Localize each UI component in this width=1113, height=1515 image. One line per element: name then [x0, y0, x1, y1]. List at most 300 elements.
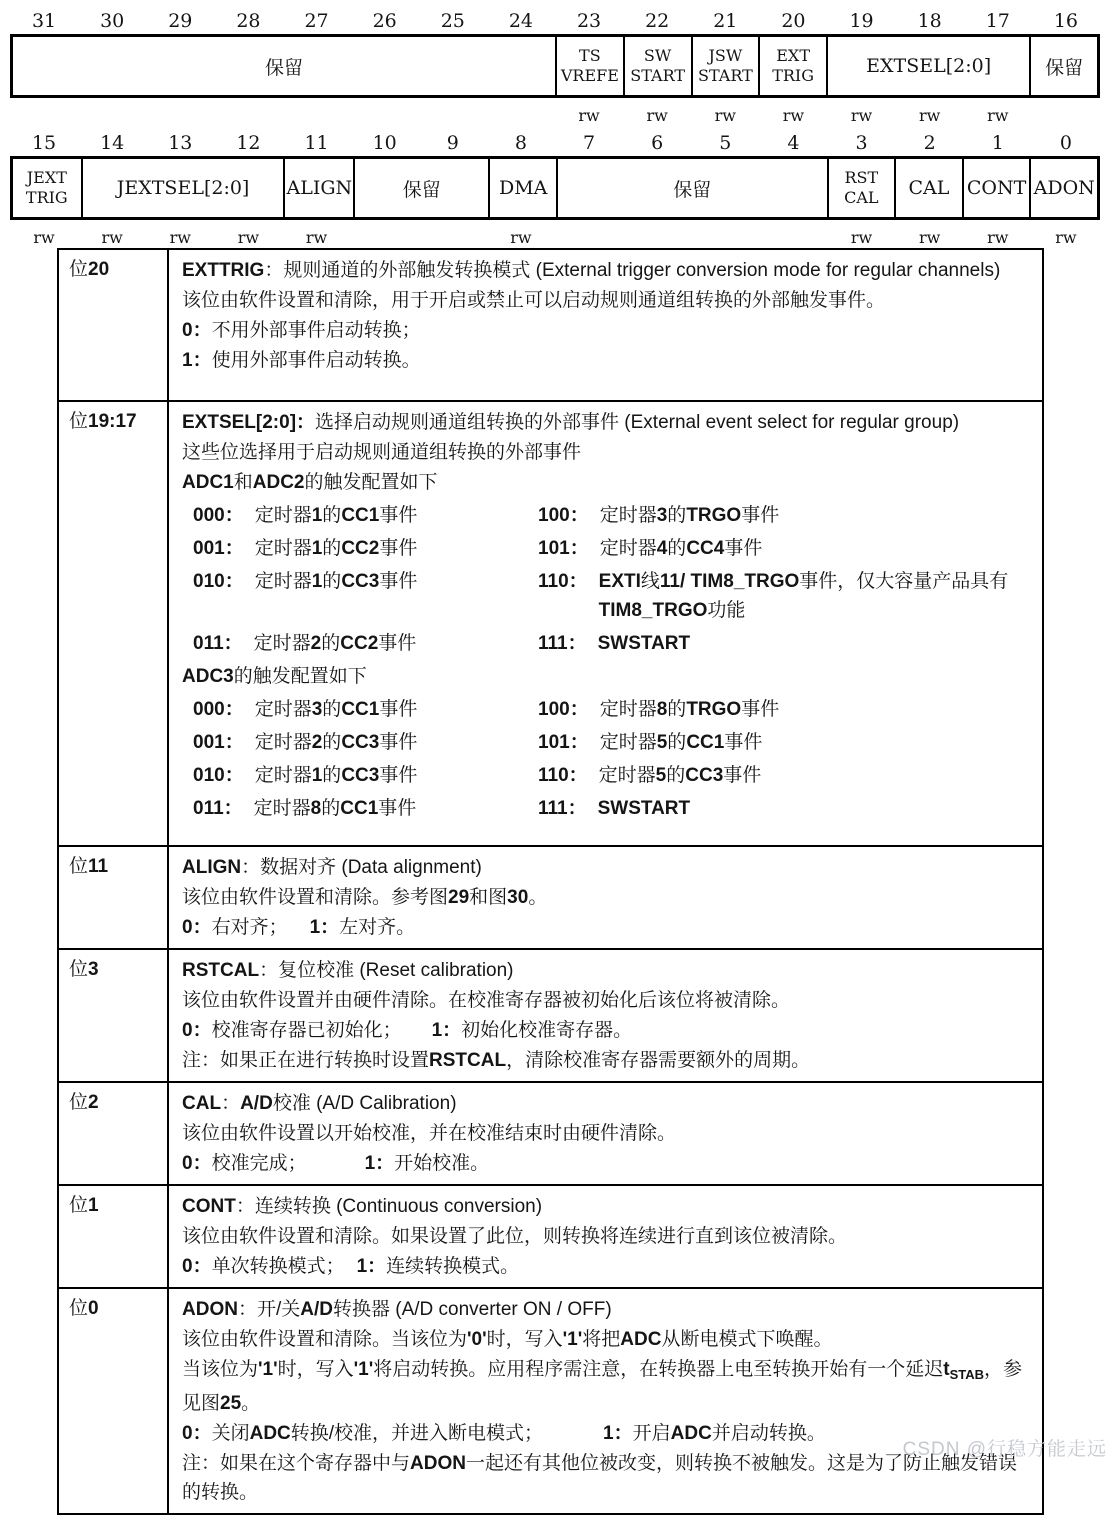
bit-number: 27	[304, 10, 329, 32]
bit-field-cell	[488, 159, 556, 217]
description-paragraph	[182, 1325, 1028, 1354]
description-paragraph	[182, 1449, 1028, 1507]
access-type: rw	[850, 228, 873, 247]
spacer	[288, 932, 310, 933]
bit-field-cell	[691, 37, 759, 95]
bit-number: 28	[236, 10, 261, 32]
access-type	[419, 106, 487, 128]
text-segment: 事件	[379, 505, 418, 526]
text-segment: CAL	[182, 1093, 222, 1114]
option-code: 001：	[193, 538, 244, 559]
bit-field-cell	[1029, 37, 1097, 95]
access-type: rw	[1055, 228, 1077, 247]
bit-number: 10	[372, 132, 397, 154]
bit-field-cell	[353, 159, 488, 217]
text-segment: 位	[69, 411, 89, 432]
access-type	[1032, 106, 1100, 128]
access-type: rw	[578, 106, 600, 125]
text-segment: 的	[322, 505, 342, 526]
text-segment: '1'	[562, 1329, 583, 1350]
text-segment: 将启动转换。应用程序需注意，在转换器上电至转换开始有一个延迟	[373, 1359, 944, 1380]
option-code: 100：	[538, 505, 589, 526]
text-segment: EXTTRIG	[182, 260, 265, 281]
description-paragraph	[182, 1192, 1028, 1221]
access-type: rw	[646, 106, 668, 125]
bit-field-label: JEXTSEL[2:0]	[116, 177, 250, 199]
text-segment: 功能	[707, 600, 746, 621]
text-segment: CC1	[341, 505, 380, 526]
access-type: rw	[850, 106, 873, 125]
text-segment: 选择启动规则通道组转换的外部事件 (External event select for regular group)	[315, 412, 960, 433]
option	[538, 534, 1028, 563]
text-segment: 1	[88, 1195, 99, 1216]
bit-number: 5	[719, 132, 732, 154]
text-segment: 关闭	[211, 1423, 250, 1444]
bit-field-cell	[962, 159, 1030, 217]
text-segment: ADC	[670, 1423, 712, 1444]
option-code: 001：	[193, 732, 244, 753]
text-segment: 不用外部事件启动转换；	[211, 320, 421, 341]
bit-field-label: CONT	[966, 177, 1027, 199]
option-text	[598, 629, 1028, 658]
text-segment: 该位由软件设置和清除。当该位为	[182, 1329, 468, 1350]
bit-description-cell	[169, 402, 1042, 845]
description-paragraph	[182, 1222, 1028, 1251]
text-segment: 3	[656, 505, 668, 526]
text-segment: 2	[311, 732, 323, 753]
access-type: rw	[33, 228, 55, 247]
text-segment: ADON	[410, 1453, 466, 1474]
option-row	[193, 695, 1028, 724]
bit-field-label: SW	[643, 46, 672, 65]
text-segment: 该位由软件设置以开始校准，并在校准结束时由硬件清除。	[182, 1123, 677, 1144]
bit-description-cell	[169, 250, 1042, 400]
bit-description-cell	[169, 1289, 1042, 1513]
bit-field-label: TRIG	[772, 66, 815, 85]
access-type: rw	[782, 106, 805, 125]
option-code: 100：	[538, 699, 589, 720]
text-segment: 连续转换模式。	[386, 1256, 520, 1277]
text-segment: 和	[233, 472, 253, 493]
option-code: 000：	[193, 699, 244, 720]
access-row	[10, 106, 1100, 128]
bit-field-cell	[13, 37, 555, 95]
bit-field-label: ADON	[1033, 177, 1095, 199]
bit-number: 20	[781, 10, 806, 32]
text-segment: 的	[321, 633, 341, 654]
option-row	[193, 794, 1028, 823]
text-segment: 左对齐。	[339, 917, 416, 938]
bit-number: 30	[100, 10, 125, 32]
text-segment: CC2	[341, 538, 380, 559]
text-segment: 该位由软件设置和清除。如果设置了此位，则转换将连续进行直到该位被清除。	[182, 1226, 848, 1247]
text-segment: 当该位为	[182, 1359, 259, 1380]
text-segment: CC4	[686, 538, 725, 559]
option-text	[254, 629, 538, 658]
description-paragraph	[182, 256, 1028, 285]
bit-label-cell	[59, 847, 169, 948]
bit-label-cell	[59, 950, 169, 1081]
text-segment: ，清除校准寄存器需要额外的周期。	[506, 1050, 811, 1071]
table-row	[59, 400, 1042, 845]
text-segment: CC3	[341, 732, 380, 753]
option-text	[255, 761, 538, 790]
text-segment: 时，写入	[277, 1359, 354, 1380]
text-segment: 定时器	[253, 633, 311, 654]
description-paragraph	[182, 1149, 1028, 1178]
access-type: rw	[919, 228, 941, 247]
text-segment: 4	[656, 538, 668, 559]
text-segment: 定时器	[599, 732, 657, 753]
bit-field-cell	[13, 159, 81, 217]
text-segment: CC1	[340, 798, 379, 819]
bit-label-cell	[59, 1186, 169, 1287]
access-type	[10, 106, 78, 128]
bit-field-label: TRIG	[25, 188, 68, 207]
description-paragraph	[182, 468, 1028, 497]
option	[193, 501, 538, 530]
bit-label-cell	[59, 250, 169, 400]
bit-field-label: CAL	[908, 177, 950, 199]
text-segment: 校准完成；	[211, 1153, 307, 1174]
text-segment: 1：	[182, 350, 212, 371]
bit-number: 12	[236, 132, 261, 154]
text-segment: ：规则通道的外部触发转换模式 (External trigger conversion mode for regular channels)	[264, 260, 1001, 281]
option-row	[193, 761, 1028, 790]
description-paragraph	[182, 1119, 1028, 1148]
text-segment: 定时器	[598, 765, 656, 786]
text-segment: 的触发配置如下	[233, 666, 367, 687]
text-segment: ：连续转换 (Continuous conversion)	[235, 1196, 543, 1217]
bit-field-label: START	[630, 66, 685, 85]
option-code: 111：	[538, 798, 587, 819]
bit-number: 21	[713, 10, 738, 32]
text-segment: 初始化校准寄存器。	[461, 1020, 633, 1041]
bit-number: 9	[446, 132, 459, 154]
text-segment: 1	[311, 538, 323, 559]
access-type	[283, 106, 351, 128]
text-segment: 线	[640, 571, 660, 592]
register-fields	[10, 156, 1100, 220]
option-text	[600, 695, 1028, 724]
watermark: CSDN @行稳方能走远	[902, 1439, 1107, 1460]
text-segment: 定时器	[599, 699, 657, 720]
text-segment: 的	[322, 699, 342, 720]
text-segment: 。	[528, 887, 548, 908]
text-segment: ：开/关	[237, 1299, 301, 1320]
text-segment: '1'	[353, 1359, 374, 1380]
access-type: rw	[101, 228, 123, 247]
option-row	[193, 501, 1028, 530]
option	[538, 794, 1028, 823]
bit-number: 25	[440, 10, 465, 32]
access-type: rw	[714, 106, 736, 125]
option	[193, 534, 538, 563]
text-segment: 11	[88, 856, 109, 877]
bit-number: 2	[923, 132, 936, 154]
text-segment: 0：	[182, 917, 212, 938]
option	[193, 629, 538, 658]
text-segment: 使用外部事件启动转换。	[211, 350, 421, 371]
text-segment: ADC3	[182, 666, 234, 687]
text-segment: 右对齐；	[211, 917, 288, 938]
bit-number: 24	[508, 10, 534, 32]
description-paragraph	[182, 438, 1028, 467]
option	[538, 629, 1028, 658]
option-code: 000：	[193, 505, 244, 526]
text-segment: ADC2	[252, 472, 305, 493]
bit-field-label: EXTSEL[2:0]	[866, 55, 992, 77]
text-segment: 5	[656, 732, 668, 753]
text-segment: CC1	[686, 732, 725, 753]
description-paragraph	[182, 346, 1028, 375]
bit-field-cell	[556, 159, 826, 217]
option	[193, 794, 538, 823]
text-segment: 将把	[582, 1329, 621, 1350]
text-segment: 的	[322, 571, 342, 592]
text-segment: 1	[311, 765, 323, 786]
spacer	[307, 1168, 365, 1169]
bit-description-cell	[169, 1186, 1042, 1287]
access-type	[78, 106, 146, 128]
text-segment: ALIGN	[182, 857, 242, 878]
text-segment: ：	[221, 1093, 241, 1114]
text-segment: TIM8_TRGO	[598, 600, 708, 621]
text-segment: 事件	[378, 633, 417, 654]
description-paragraph	[182, 662, 1028, 691]
bit-number: 26	[372, 10, 397, 32]
bit-number: 31	[31, 10, 57, 32]
register-fields	[10, 34, 1100, 98]
bit-number: 15	[31, 132, 57, 154]
bit-field-cell	[827, 159, 895, 217]
register-table-low	[10, 128, 1100, 250]
text-segment: 定时器	[253, 798, 311, 819]
bit-number: 17	[985, 10, 1010, 32]
text-segment: 20	[88, 259, 110, 280]
text-segment: 定时器	[254, 571, 312, 592]
text-segment: 校准寄存器已初始化；	[211, 1020, 402, 1041]
text-segment: 29	[448, 887, 470, 908]
text-segment: 这些位选择用于启动规则通道组转换的外部事件	[182, 442, 582, 463]
bit-number: 19	[849, 10, 874, 32]
option-text	[255, 695, 538, 724]
bit-number: 1	[991, 132, 1004, 154]
text-segment: 5	[655, 765, 667, 786]
text-segment: 事件	[724, 538, 763, 559]
text-segment: 1：	[364, 1153, 395, 1174]
option-code: 010：	[193, 765, 244, 786]
bit-field-cell	[283, 159, 353, 217]
text-segment: '1'	[258, 1359, 278, 1380]
access-type	[146, 106, 214, 128]
option-text	[600, 534, 1028, 563]
description-paragraph	[182, 408, 1028, 437]
spacer	[402, 1035, 432, 1036]
text-segment: 转换/校准，并进入断电模式；	[290, 1423, 544, 1444]
text-segment: ADC1	[182, 472, 234, 493]
text-segment: ，参见图	[182, 1359, 1023, 1414]
text-segment: 开始校准。	[394, 1153, 490, 1174]
text-segment: 2	[88, 1092, 99, 1113]
text-segment: ADON	[182, 1299, 238, 1320]
bit-number: 4	[787, 132, 800, 154]
text-segment: 位	[69, 959, 89, 980]
description-paragraph	[182, 1295, 1028, 1324]
text-segment: 事件	[741, 505, 780, 526]
option	[193, 567, 538, 625]
text-segment: 位	[69, 1195, 89, 1216]
table-row	[59, 1184, 1042, 1287]
bit-field-label: 保留	[264, 56, 303, 79]
bit-field-cell	[1029, 159, 1097, 217]
text-segment: 和图	[469, 887, 508, 908]
bit-field-label: TS	[579, 46, 601, 65]
text-segment: 事件	[379, 699, 418, 720]
access-type: rw	[305, 228, 328, 247]
text-segment: 事件	[379, 538, 418, 559]
text-segment: '0'	[467, 1329, 487, 1350]
option-code: 011：	[193, 633, 243, 654]
access-type	[351, 228, 419, 250]
text-segment: 时，写入	[486, 1329, 563, 1350]
bit-number: 3	[855, 132, 868, 154]
bit-field-label: RST	[844, 168, 879, 187]
bit-number: 0	[1059, 132, 1072, 154]
text-segment: 定时器	[254, 699, 312, 720]
option-code: 011：	[193, 798, 243, 819]
option	[193, 695, 538, 724]
option-text	[598, 794, 1028, 823]
text-segment: 位	[69, 1298, 89, 1319]
text-segment: 3	[311, 699, 323, 720]
bit-number: 8	[514, 132, 527, 154]
option-code: 110：	[538, 571, 588, 592]
option-list	[182, 695, 1028, 823]
text-segment: EXTSEL[2:0]：	[182, 412, 316, 433]
access-type: rw	[510, 228, 532, 247]
text-segment: 注：如果在这个寄存器中与	[182, 1453, 411, 1474]
text-segment: 0：	[182, 1256, 212, 1277]
option	[193, 761, 538, 790]
text-segment: 的	[322, 538, 342, 559]
text-segment: ：复位校准 (Reset calibration)	[259, 960, 514, 981]
text-segment: 该位由软件设置并由硬件清除。在校准寄存器被初始化后该位将被清除。	[182, 990, 791, 1011]
text-segment: A/D	[240, 1093, 273, 1114]
text-segment: CC3	[341, 571, 380, 592]
text-segment: CC3	[685, 765, 724, 786]
option-row	[193, 567, 1028, 625]
text-segment: 1	[311, 571, 323, 592]
option	[538, 567, 1028, 625]
text-segment: 1：	[356, 1256, 387, 1277]
bit-label-cell	[59, 1289, 169, 1513]
text-segment: 1：	[603, 1423, 633, 1444]
table-row	[59, 948, 1042, 1081]
text-segment: 注：如果正在进行转换时设置	[182, 1050, 430, 1071]
description-paragraph	[182, 956, 1028, 985]
option-text	[255, 534, 538, 563]
spacer	[345, 1271, 357, 1272]
bit-number: 22	[645, 10, 670, 32]
bit-number: 29	[168, 10, 193, 32]
bit-numbers-row	[10, 128, 1100, 154]
bit-description-cell	[169, 847, 1042, 948]
access-type	[623, 228, 691, 250]
description-paragraph	[182, 1089, 1028, 1118]
access-row	[10, 228, 1100, 250]
text-segment: ：数据对齐 (Data alignment)	[241, 857, 482, 878]
bit-numbers-row	[10, 6, 1100, 32]
text-segment: 的	[667, 505, 687, 526]
access-type	[419, 228, 487, 250]
text-segment: 定时器	[254, 538, 312, 559]
text-segment: 定时器	[254, 765, 312, 786]
bit-field-cell	[758, 37, 826, 95]
text-segment: 转换器 (A/D converter ON / OFF)	[332, 1299, 612, 1320]
text-segment: 事件	[724, 732, 763, 753]
text-segment: CONT	[182, 1196, 236, 1217]
bit-number: 7	[583, 132, 596, 154]
text-segment: 1：	[431, 1020, 462, 1041]
text-segment: 位	[69, 259, 89, 280]
text-segment: 单次转换模式；	[211, 1256, 345, 1277]
table-row	[59, 1287, 1042, 1513]
text-segment: 的触发配置如下	[304, 472, 438, 493]
bit-field-label: CAL	[844, 188, 879, 207]
bit-number: 18	[917, 10, 942, 32]
option-text	[600, 501, 1028, 530]
access-type	[759, 228, 827, 250]
table-row	[59, 1081, 1042, 1184]
bit-number: 14	[100, 132, 125, 154]
text-segment: 事件	[741, 699, 780, 720]
text-segment: 0：	[182, 1423, 212, 1444]
text-segment: 校准 (A/D Calibration)	[272, 1093, 457, 1114]
bit-description-table	[57, 248, 1044, 1515]
table-row	[59, 250, 1042, 400]
bit-field-cell	[81, 159, 284, 217]
text-segment: 。	[241, 1393, 261, 1414]
text-segment: CC2	[340, 633, 379, 654]
option-text	[254, 794, 538, 823]
access-type: rw	[987, 228, 1009, 247]
option-code: 101：	[538, 538, 589, 559]
text-segment: 事件	[379, 765, 418, 786]
description-paragraph	[182, 986, 1028, 1015]
bit-field-label: EXT	[776, 46, 810, 65]
bit-field-cell	[894, 159, 962, 217]
text-segment: 定时器	[599, 538, 657, 559]
text-segment: 的	[322, 732, 342, 753]
option	[538, 695, 1028, 724]
text-segment: 3	[88, 959, 99, 980]
text-segment: 事件	[379, 732, 418, 753]
bit-field-cell	[826, 37, 1029, 95]
text-segment: 11/ TIM8_TRGO	[659, 571, 800, 592]
text-segment: 的	[667, 732, 687, 753]
bit-field-cell	[623, 37, 691, 95]
bit-field-label: DMA	[498, 177, 548, 199]
bit-number: 6	[651, 132, 664, 154]
bit-field-label: 保留	[402, 178, 441, 201]
text-segment: 0：	[182, 1153, 212, 1174]
text-segment: 事件，仅大容量产品具有	[799, 571, 1009, 592]
text-segment: 位	[69, 1092, 89, 1113]
text-segment: 事件	[379, 571, 418, 592]
text-segment: 定时器	[254, 732, 312, 753]
text-segment: ADC	[620, 1329, 662, 1350]
